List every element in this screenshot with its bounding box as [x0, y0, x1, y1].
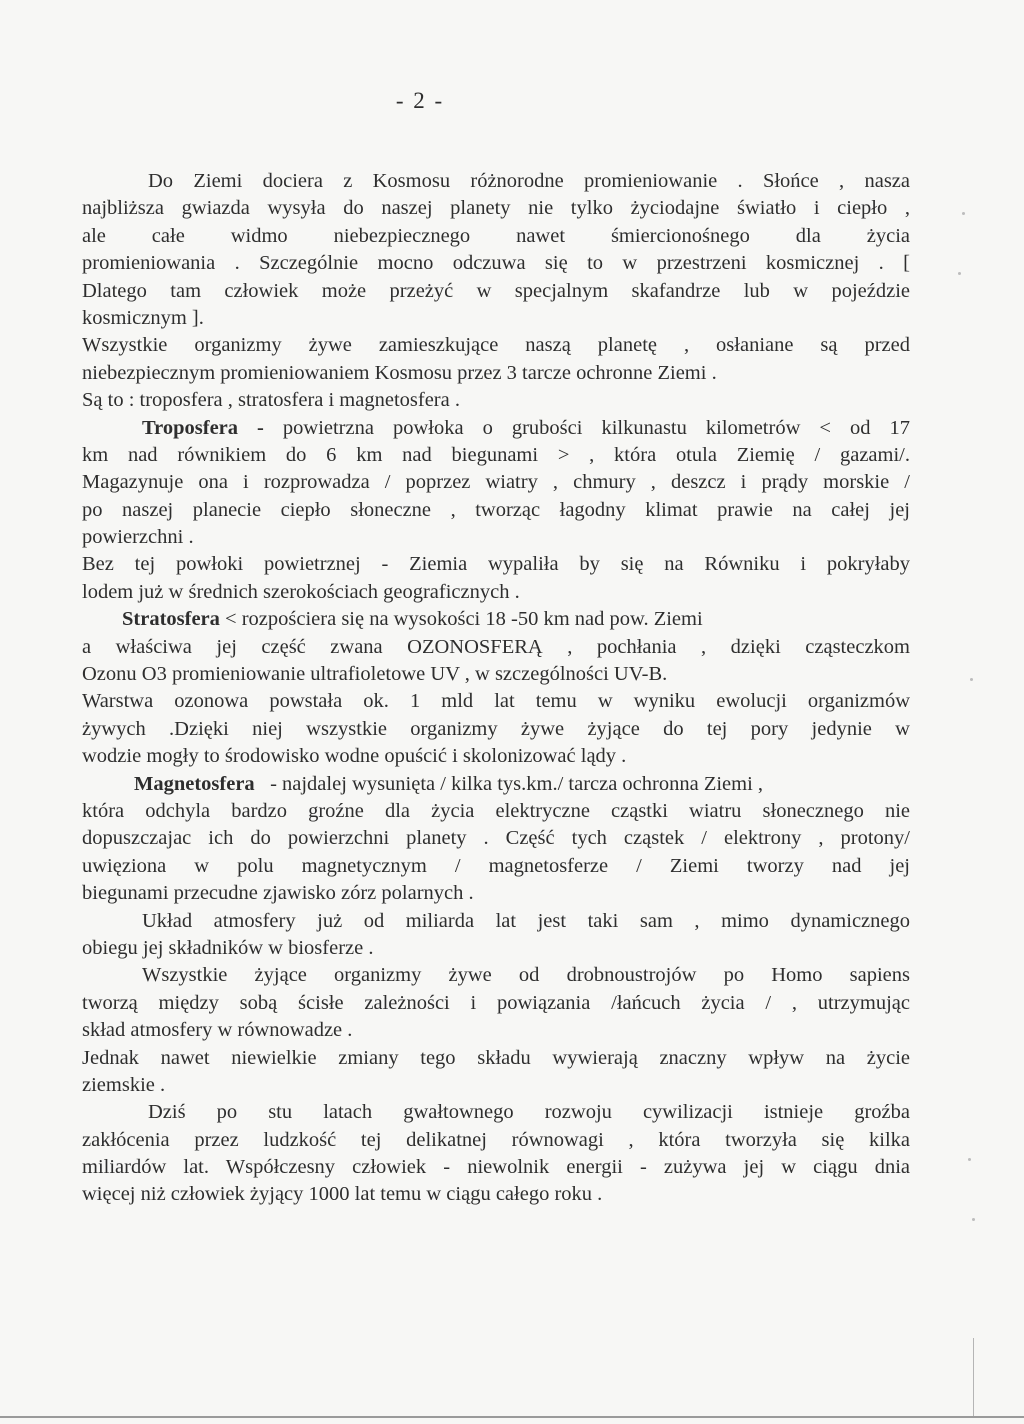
text-line: obiegu jej składników w biosferze . — [82, 936, 374, 959]
text-line: ziemskie . — [82, 1073, 166, 1096]
text-line: niebezpiecznym promieniowaniem Kosmosu przez 3 tarcze ochronne Ziemi . — [82, 361, 717, 384]
text-line: miliardów lat. Współczesny człowiek - niewolnik energii - zużywa jej w ciągu dnia — [82, 1156, 910, 1179]
text-line: a właściwa jej część zwana OZONOSFERĄ , pochłania , dzięki cząsteczkom — [82, 635, 910, 658]
text-line: Magazynuje ona i rozprowadza / poprzez wiatry , chmury , deszcz i prądy morskie / — [82, 471, 910, 494]
text-line: Dziś po stu latach gwałtownego rozwoju cywilizacji istnieje groźba — [148, 1101, 910, 1124]
text-fragment: < rozpościera się na wysokości 18 -50 km nad pow. Ziemi — [225, 608, 703, 631]
text-line: żywych .Dzięki niej wszystkie organizmy żywe żyjące do tej pory jedynie w — [82, 717, 910, 740]
text-line: Jednak nawet niewielkie zmiany tego składu wywierają znaczny wpływ na życie — [82, 1046, 910, 1069]
heading-magnetosfera: Magnetosfera — [134, 772, 255, 795]
scan-bottom-edge — [0, 1416, 1024, 1418]
text-line: powierzchni . — [82, 526, 194, 549]
scan-speck — [968, 1158, 971, 1161]
text-line: km nad równikiem do 6 km nad biegunami > , która otula Ziemię / gazami/. — [82, 443, 910, 466]
text-line: lodem już w średnich szerokościach geograficznych . — [82, 580, 520, 603]
text-line: uwięziona w polu magnetycznym / magnetosferze / Ziemi tworzy nad jej — [82, 854, 910, 877]
text-line: Wszystkie żyjące organizmy żywe od drobnoustrojów po Homo sapiens — [142, 964, 910, 987]
text-line: zakłócenia przez ludzkość tej delikatnej równowagi , która tworzyła się kilka — [82, 1128, 910, 1151]
scan-edge-mark — [973, 1338, 994, 1418]
document-body — [82, 168, 910, 1209]
heading-stratosfera: Stratosfera — [122, 608, 220, 631]
text-line: promieniowania . Szczególnie mocno odczuwa się to w przestrzeni kosmicznej . [ — [82, 252, 910, 275]
text-line: Do Ziemi dociera z Kosmosu różnorodne promieniowanie . Słońce , nasza — [148, 170, 910, 192]
text-line: dopuszczajac ich do powierzchni planety . Część tych cząstek / elektrony , protony/ — [82, 827, 910, 850]
text-line: Bez tej powłoki powietrznej - Ziemia wypaliła by się na Równiku i pokryłaby — [82, 553, 910, 576]
text-line — [82, 606, 910, 633]
text-line: biegunami przecudne zjawisko zórz polarnych . — [82, 882, 474, 905]
text-line: Są to : troposfera , stratosfera i magnetosfera . — [82, 389, 460, 412]
text-line — [82, 771, 910, 798]
text-line: kosmicznym ]. — [82, 306, 204, 329]
text-fragment: - najdalej wysunięta / kilka tys.km./ tarcza ochronna Ziemi , — [270, 772, 764, 795]
page-number: - 2 - — [395, 88, 445, 113]
text-line: po naszej planecie ciepło słoneczne , tworząc łagodny klimat prawie na całej jej — [82, 498, 910, 521]
text-line: ale całe widmo niebezpiecznego nawet śmiercionośnego dla życia — [82, 224, 910, 247]
text-line: Warstwa ozonowa powstała ok. 1 mld lat temu w wyniku ewolucji organizmów — [82, 690, 910, 713]
text-line: wodzie mogły to środowisko wodne opuścić i skolonizować lądy . — [82, 745, 627, 768]
text-line: więcej niż człowiek żyjący 1000 lat temu w ciągu całego roku . — [82, 1183, 603, 1206]
text-line: skład atmosfery w równowadze . — [82, 1019, 353, 1042]
scan-speck — [958, 272, 961, 275]
scan-speck — [972, 1218, 975, 1221]
scan-speck — [970, 678, 973, 681]
text-line: Wszystkie organizmy żywe zamieszkujące naszą planetę , osłaniane są przed — [82, 334, 910, 357]
text-fragment: powietrzna powłoka o grubości kilkunastu kilometrów < od 17 — [282, 416, 910, 439]
text-line: najbliższa gwiazda wysyła do naszej planety nie tylko życiodajne światło i ciepło , — [82, 197, 910, 220]
text-line: tworzą między sobą ścisłe zależności i powiązania /łańcuch życia / , utrzymując — [82, 991, 910, 1014]
text-line — [82, 415, 910, 442]
text-line: Ozonu O3 promieniowanie ultrafioletowe UV , w szczególności UV-B. — [82, 663, 668, 686]
text-line: Dlatego tam człowiek może przeżyć w specjalnym skafandrze lub w pojeździe — [82, 279, 910, 302]
scan-speck — [962, 212, 965, 215]
text-line: Układ atmosfery już od miliarda lat jest taki sam , mimo dynamicznego — [142, 909, 910, 932]
text-line: która odchyla bardzo groźne dla życia elektryczne cząstki wiatru słonecznego nie — [82, 799, 910, 822]
heading-troposfera: Troposfera - — [142, 416, 264, 439]
